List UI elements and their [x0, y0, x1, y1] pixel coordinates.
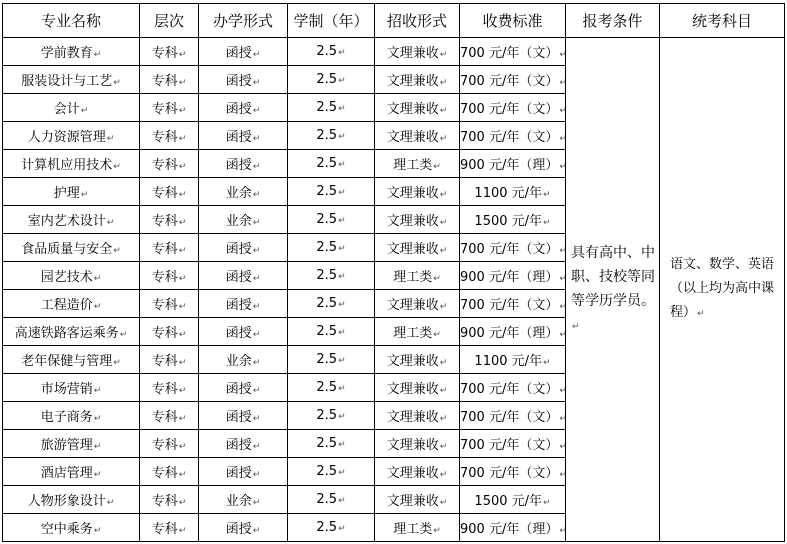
cell-enroll-type: 理工类 ↵ [375, 150, 460, 178]
cell-level: 专科 ↵ [140, 458, 199, 486]
cell-study-form: 函授 ↵ [199, 430, 288, 458]
cell-fee: 900 元/年（理） ↵ [460, 150, 566, 178]
cell-fee: 1500 元/年 ↵ [460, 206, 566, 234]
cell-major: 老年保健与管理 ↵ [3, 346, 140, 374]
cell-duration: 2.5 ↵ [288, 94, 375, 122]
cell-fee: 900 元/年（理） ↵ [460, 514, 566, 542]
cell-major: 旅游管理 ↵ [3, 430, 140, 458]
cell-level: 专科 ↵ [140, 94, 199, 122]
cell-major: 计算机应用技术 ↵ [3, 150, 140, 178]
header-row [3, 4, 785, 38]
cell-enroll-type: 文理兼收 ↵ [375, 178, 460, 206]
cell-major: 人力资源管理 ↵ [3, 122, 140, 150]
cell-fee: 700 元/年（文） ↵ [460, 122, 566, 150]
cell-fee: 900 元/年（理） ↵ [460, 262, 566, 290]
cell-duration: 2.5 ↵ [288, 262, 375, 290]
cell-fee: 1100 元/年 ↵ [460, 346, 566, 374]
cell-study-form: 函授 ↵ [199, 374, 288, 402]
exam-subjects-cell: 语文、数学、英语（以上均为高中课程） ↵ [660, 38, 785, 542]
cell-major: 电子商务 ↵ [3, 402, 140, 430]
cell-major: 学前教育 ↵ [3, 38, 140, 66]
cell-major: 护理 ↵ [3, 178, 140, 206]
cell-level: 专科 ↵ [140, 318, 199, 346]
cell-study-form: 函授 ↵ [199, 94, 288, 122]
cell-fee: 700 元/年（文） ↵ [460, 234, 566, 262]
cell-level: 专科 ↵ [140, 374, 199, 402]
cell-duration: 2.5 ↵ [288, 318, 375, 346]
cell-fee: 700 元/年（文） ↵ [460, 374, 566, 402]
cell-major: 酒店管理 ↵ [3, 458, 140, 486]
cell-level: 专科 ↵ [140, 206, 199, 234]
header-exam-subjects: 统考科目 [660, 4, 785, 38]
cell-study-form: 业余 ↵ [199, 486, 288, 514]
cell-enroll-type: 文理兼收 ↵ [375, 38, 460, 66]
table-body [3, 38, 785, 542]
cell-level: 专科 ↵ [140, 38, 199, 66]
cell-study-form: 函授 ↵ [199, 262, 288, 290]
cell-level: 专科 ↵ [140, 178, 199, 206]
cell-study-form: 函授 ↵ [199, 38, 288, 66]
cell-enroll-type: 文理兼收 ↵ [375, 486, 460, 514]
cell-fee: 900 元/年（理） ↵ [460, 318, 566, 346]
cell-level: 专科 ↵ [140, 402, 199, 430]
cell-enroll-type: 文理兼收 ↵ [375, 66, 460, 94]
cell-major: 会计 ↵ [3, 94, 140, 122]
cell-study-form: 业余 ↵ [199, 206, 288, 234]
cell-fee: 700 元/年（文） ↵ [460, 290, 566, 318]
cell-level: 专科 ↵ [140, 290, 199, 318]
cell-level: 专科 ↵ [140, 346, 199, 374]
cell-fee: 1100 元/年 ↵ [460, 178, 566, 206]
cell-study-form: 函授 ↵ [199, 290, 288, 318]
cell-enroll-type: 理工类 ↵ [375, 514, 460, 542]
cell-study-form: 函授 ↵ [199, 458, 288, 486]
cell-fee: 700 元/年（文） ↵ [460, 66, 566, 94]
cell-study-form: 函授 ↵ [199, 234, 288, 262]
cell-level: 专科 ↵ [140, 430, 199, 458]
cell-duration: 2.5 ↵ [288, 430, 375, 458]
cell-duration: 2.5 ↵ [288, 458, 375, 486]
cell-enroll-type: 文理兼收 ↵ [375, 374, 460, 402]
cell-duration: 2.5 ↵ [288, 66, 375, 94]
cell-enroll-type: 文理兼收 ↵ [375, 458, 460, 486]
cell-enroll-type: 文理兼收 ↵ [375, 290, 460, 318]
cell-level: 专科 ↵ [140, 514, 199, 542]
cell-level: 专科 ↵ [140, 122, 199, 150]
cell-major: 服装设计与工艺 ↵ [3, 66, 140, 94]
cell-major: 人物形象设计 ↵ [3, 486, 140, 514]
cell-duration: 2.5 ↵ [288, 290, 375, 318]
cell-major: 空中乘务 ↵ [3, 514, 140, 542]
cell-duration: 2.5 ↵ [288, 514, 375, 542]
cell-duration: 2.5 ↵ [288, 38, 375, 66]
cell-level: 专科 ↵ [140, 234, 199, 262]
cell-study-form: 业余 ↵ [199, 178, 288, 206]
cell-duration: 2.5 ↵ [288, 486, 375, 514]
cell-major: 食品质量与安全 ↵ [3, 234, 140, 262]
cell-study-form: 业余 ↵ [199, 346, 288, 374]
cell-study-form: 函授 ↵ [199, 514, 288, 542]
header-level: 层次 [140, 4, 199, 38]
cell-duration: 2.5 ↵ [288, 234, 375, 262]
header-requirements: 报考条件 [566, 4, 660, 38]
cell-major: 园艺技术 ↵ [3, 262, 140, 290]
header-study-form: 办学形式 [199, 4, 288, 38]
table-row [3, 38, 785, 66]
admissions-table [2, 3, 785, 542]
cell-duration: 2.5 ↵ [288, 150, 375, 178]
cell-duration: 2.5 ↵ [288, 178, 375, 206]
cell-major: 室内艺术设计 ↵ [3, 206, 140, 234]
cell-study-form: 函授 ↵ [199, 66, 288, 94]
cell-duration: 2.5 ↵ [288, 402, 375, 430]
header-enroll-type: 招收形式 [375, 4, 460, 38]
cell-fee: 700 元/年（文） ↵ [460, 430, 566, 458]
cell-enroll-type: 文理兼收 ↵ [375, 402, 460, 430]
cell-study-form: 函授 ↵ [199, 402, 288, 430]
header-duration: 学制（年） [288, 4, 375, 38]
cell-level: 专科 ↵ [140, 150, 199, 178]
cell-fee: 700 元/年（文） ↵ [460, 458, 566, 486]
cell-enroll-type: 文理兼收 ↵ [375, 122, 460, 150]
cell-enroll-type: 文理兼收 ↵ [375, 346, 460, 374]
cell-enroll-type: 文理兼收 ↵ [375, 234, 460, 262]
cell-fee: 700 元/年（文） ↵ [460, 402, 566, 430]
cell-study-form: 函授 ↵ [199, 318, 288, 346]
header-major: 专业名称 [3, 4, 140, 38]
cell-study-form: 函授 ↵ [199, 122, 288, 150]
cell-major: 工程造价 ↵ [3, 290, 140, 318]
cell-enroll-type: 文理兼收 ↵ [375, 206, 460, 234]
cell-enroll-type: 理工类 ↵ [375, 262, 460, 290]
cell-level: 专科 ↵ [140, 262, 199, 290]
cell-fee: 700 元/年（文） ↵ [460, 38, 566, 66]
cell-study-form: 函授 ↵ [199, 150, 288, 178]
cell-duration: 2.5 ↵ [288, 206, 375, 234]
cell-duration: 2.5 ↵ [288, 374, 375, 402]
cell-major: 高速铁路客运乘务 ↵ [3, 318, 140, 346]
requirements-cell: 具有高中、中职、技校等同等学历学员。 ↵ [566, 38, 660, 542]
cell-level: 专科 ↵ [140, 66, 199, 94]
cell-level: 专科 ↵ [140, 486, 199, 514]
cell-duration: 2.5 ↵ [288, 346, 375, 374]
cell-enroll-type: 文理兼收 ↵ [375, 94, 460, 122]
cell-major: 市场营销 ↵ [3, 374, 140, 402]
header-fee: 收费标准 [460, 4, 566, 38]
cell-fee: 700 元/年（文） ↵ [460, 94, 566, 122]
cell-fee: 1500 元/年 ↵ [460, 486, 566, 514]
cell-enroll-type: 文理兼收 ↵ [375, 430, 460, 458]
cell-enroll-type: 理工类 ↵ [375, 318, 460, 346]
cell-duration: 2.5 ↵ [288, 122, 375, 150]
